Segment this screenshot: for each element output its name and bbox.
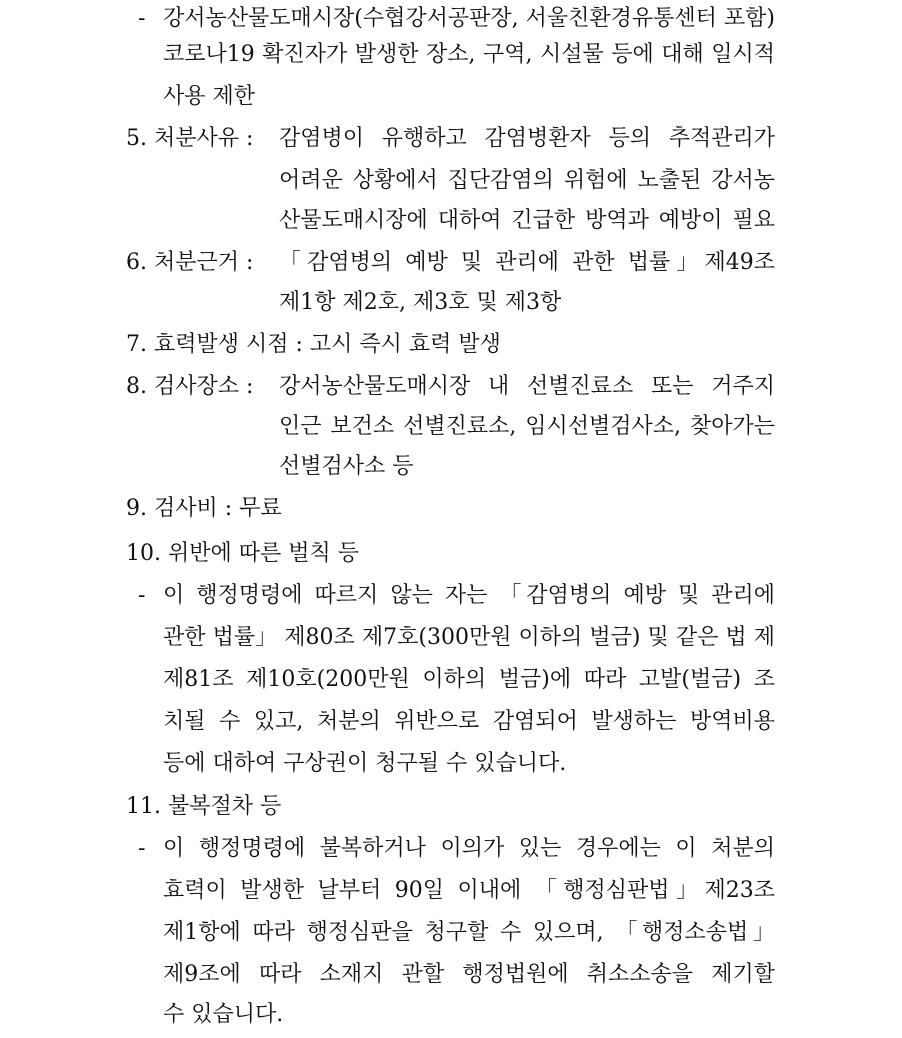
text-line: 등에 대하여 구상권이 청구될 수 있습니다. (163, 751, 567, 776)
text-line: 치될 수 있고, 처분의 위반으로 감염되어 발생하는 방역비용 (163, 709, 775, 734)
text-line: 인근 보건소 선별진료소, 임시선별검사소, 찾아가는 (279, 414, 775, 439)
text-line: 산물도매시장에 대하여 긴급한 방역과 예방이 필요 (279, 208, 775, 233)
text-line: 관한 법률」 제80조 제7호(300만원 이하의 벌금) 및 같은 법 제 (163, 625, 775, 650)
text-line: 강서농산물도매시장(수협강서공판장, 서울친환경유통센터 포함) (163, 6, 775, 31)
text-line: 제9조에 따라 소재지 관할 행정법원에 취소소송을 제기할 (163, 962, 775, 987)
item-label: 5. 처분사유 : (126, 126, 254, 151)
item-text: 7. 효력발생 시점 : 고시 즉시 효력 발생 (126, 332, 501, 357)
text-line: 어려운 상황에서 집단감염의 위험에 노출된 강서농 (279, 168, 775, 193)
item-label: 6. 처분근거 : (126, 250, 254, 275)
item-text: 9. 검사비 : 무료 (126, 496, 282, 521)
text-line: 제1항 제2호, 제3호 및 제3항 (279, 290, 562, 315)
text-line: 강서농산물도매시장 내 선별진료소 또는 거주지 (279, 374, 775, 399)
bullet-dash: - (138, 836, 146, 861)
text-line: 효력이 발생한 날부터 90일 이내에 「행정심판법」제23조 (163, 878, 775, 903)
text-line: 이 행정명령에 따르지 않는 자는 「감염병의 예방 및 관리에 (163, 583, 775, 608)
text-line: 「감염병의 예방 및 관리에 관한 법률」제49조 (279, 250, 775, 275)
text-line: 수 있습니다. (163, 1002, 284, 1027)
bullet-dash: - (138, 583, 146, 608)
text-line: 이 행정명령에 불복하거나 이의가 있는 경우에는 이 처분의 (163, 836, 775, 861)
text-line: 사용 제한 (163, 84, 256, 109)
bullet-dash: - (138, 6, 146, 31)
text-line: 코로나19 확진자가 발생한 장소, 구역, 시설물 등에 대해 일시적 (163, 42, 775, 67)
item-label: 8. 검사장소 : (126, 374, 254, 399)
text-line: 감염병이 유행하고 감염병환자 등의 추적관리가 (279, 126, 775, 151)
section-heading: 10. 위반에 따른 벌칙 등 (126, 541, 359, 566)
text-line: 제81조 제10호(200만원 이하의 벌금)에 따라 고발(벌금) 조 (163, 667, 775, 692)
text-line: 제1항에 따라 행정심판을 청구할 수 있으며, 「행정소송법」 (163, 920, 775, 945)
text-line: 선별검사소 등 (279, 454, 414, 479)
section-heading: 11. 불복절차 등 (126, 794, 282, 819)
